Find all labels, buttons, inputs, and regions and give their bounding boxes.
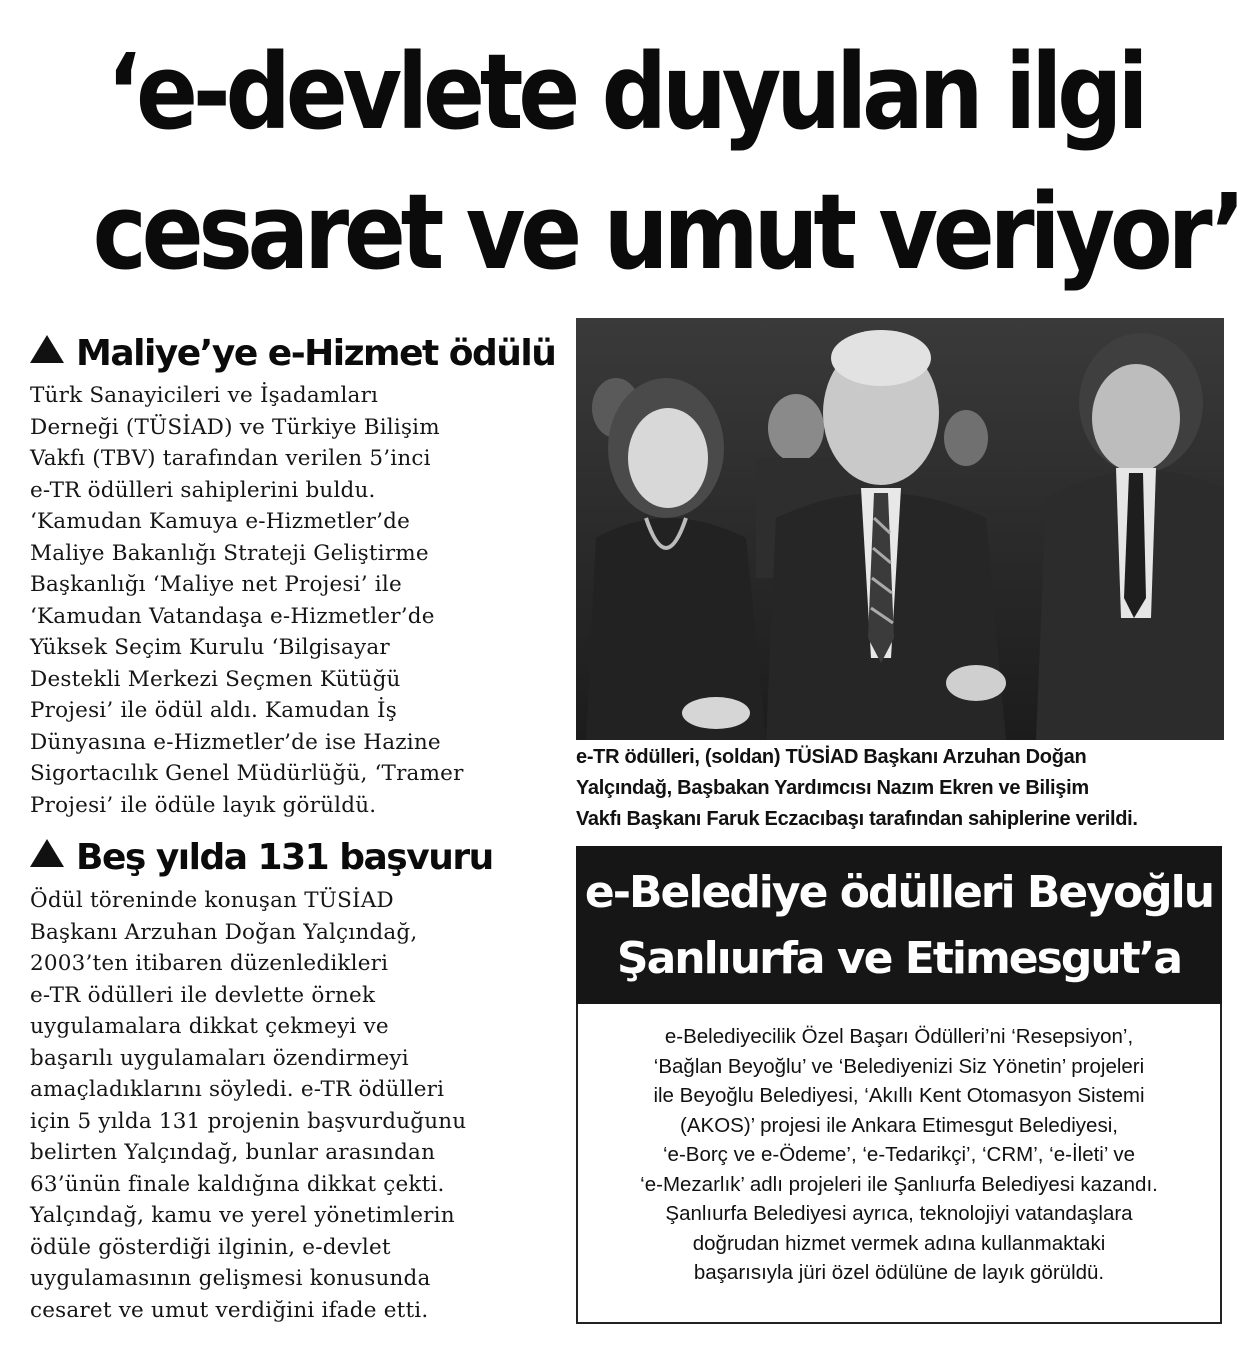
box-title-line-1: e-Belediye ödülleri Beyoğlu <box>584 867 1214 918</box>
headline-line-2: cesaret ve umut veriyor’ <box>92 171 1241 293</box>
headline <box>92 22 1241 302</box>
body-line: Sigortacılık Genel Müdürlüğü, ‘Tramer <box>30 761 464 786</box>
section-title-text: Beş yılda 131 başvuru <box>76 837 493 878</box>
body-line: Yüksek Seçim Kurulu ‘Bilgisayar <box>30 635 390 660</box>
headline-line-1: ‘e-devlete duyulan ilgi <box>106 31 1144 153</box>
section-title-basvuru <box>30 836 493 880</box>
body-line: Dünyasına e-Hizmetler’de ise Hazine <box>30 729 441 755</box>
body-line: amaçladıklarını söyledi. e-TR ödülleri <box>30 1077 445 1102</box>
body-line: belirten Yalçındağ, bunlar arasından <box>30 1140 436 1165</box>
box-line: (AKOS)’ projesi ile Ankara Etimesgut Belediyesi, <box>680 1113 1118 1137</box>
section1-body <box>30 380 550 821</box>
body-line: Türk Sanayicileri ve İşadamları <box>30 383 379 408</box>
caption-line: e-TR ödülleri, (soldan) TÜSİAD Başkanı Arzuhan Doğan <box>576 746 1087 768</box>
box-line: ‘Bağlan Beyoğlu’ ve ‘Belediyenizi Siz Yönetin’ projeleri <box>653 1054 1145 1078</box>
body-line: ‘Kamudan Kamuya e-Hizmetler’de <box>30 509 411 534</box>
section-title-maliye <box>30 332 555 376</box>
body-line: e-TR ödülleri ile devlette örnek <box>30 982 376 1008</box>
box-line: e-Belediyecilik Özel Başarı Ödülleri’ni ‘Resepsiyon’, <box>664 1025 1134 1048</box>
sidebar-box-title <box>576 846 1222 1004</box>
body-line: Başkanlığı ‘Maliye net Projesi’ ile <box>30 572 402 597</box>
body-line: ‘Kamudan Vatandaşa e-Hizmetler’de <box>30 603 435 629</box>
body-line: 2003’ten itibaren düzenledikleri <box>30 951 389 976</box>
photo-illustration <box>576 318 1224 740</box>
body-line: e-TR ödülleri sahiplerini buldu. <box>30 477 376 503</box>
box-title-line-2: Şanlıurfa ve Etimesgut’a <box>616 933 1182 984</box>
box-line: ‘e-Mezarlık’ adlı projeleri ile Şanlıurfa Belediyesi kazandı. <box>640 1172 1158 1196</box>
body-line: cesaret ve umut verdiğini ifade etti. <box>30 1297 429 1323</box>
body-line: Projesi’ ile ödüle layık görüldü. <box>30 792 377 818</box>
body-line: uygulamalara dikkat çekmeyi ve <box>30 1014 389 1039</box>
box-line: Şanlıurfa Belediyesi ayrıca, teknolojiyi vatandaşlara <box>665 1202 1133 1225</box>
body-line: başarılı uygulamaları özendirmeyi <box>30 1045 409 1071</box>
body-line: Derneği (TÜSİAD) ve Türkiye Bilişim <box>30 414 440 440</box>
body-line: Projesi’ ile ödül aldı. Kamudan İş <box>30 698 397 723</box>
box-line: başarısıyla jüri özel ödülüne de layık görüldü. <box>693 1261 1105 1284</box>
ceremony-photo <box>576 318 1224 740</box>
triangle-bullet-icon <box>30 335 64 363</box>
triangle-bullet-icon <box>30 839 64 867</box>
box-line: ile Beyoğlu Belediyesi, ‘Akıllı Kent Otomasyon Sistemi <box>653 1084 1145 1107</box>
body-line: için 5 yılda 131 projenin başvurduğunu <box>30 1108 467 1134</box>
caption-line: Yalçındağ, Başbakan Yardımcısı Nazım Ekren ve Bilişim <box>576 777 1089 799</box>
section-title-text: Maliye’ye e-Hizmet ödülü <box>76 333 556 374</box>
body-line: Maliye Bakanlığı Strateji Geliştirme <box>30 540 429 566</box>
caption-line: Vakfı Başkanı Faruk Eczacıbaşı tarafından sahiplerine verildi. <box>576 808 1138 830</box>
section2-body <box>30 885 550 1326</box>
body-line: ödüle gösterdiği ilginin, e-devlet <box>30 1234 391 1260</box>
body-line: Destekli Merkezi Seçmen Kütüğü <box>30 666 401 692</box>
body-line: Yalçındağ, kamu ve yerel yönetimlerin <box>30 1203 455 1228</box>
box-line: doğrudan hizmet vermek adına kullanmaktaki <box>692 1231 1106 1255</box>
box-line: ‘e-Borç ve e-Ödeme’, ‘e-Tedarikçi’, ‘CRM’, ‘e-İleti’ ve <box>662 1143 1135 1166</box>
body-line: Vakfı (TBV) tarafından verilen 5’inci <box>30 446 431 471</box>
photo-caption <box>576 742 1226 835</box>
sidebar-box-body <box>576 1004 1222 1324</box>
body-line: uygulamasının gelişmesi konusunda <box>30 1266 431 1291</box>
body-line: Ödül töreninde konuşan TÜSİAD <box>30 888 394 913</box>
body-line: Başkanı Arzuhan Doğan Yalçındağ, <box>30 919 418 945</box>
body-line: 63’ünün finale kaldığına dikkat çekti. <box>30 1171 445 1197</box>
